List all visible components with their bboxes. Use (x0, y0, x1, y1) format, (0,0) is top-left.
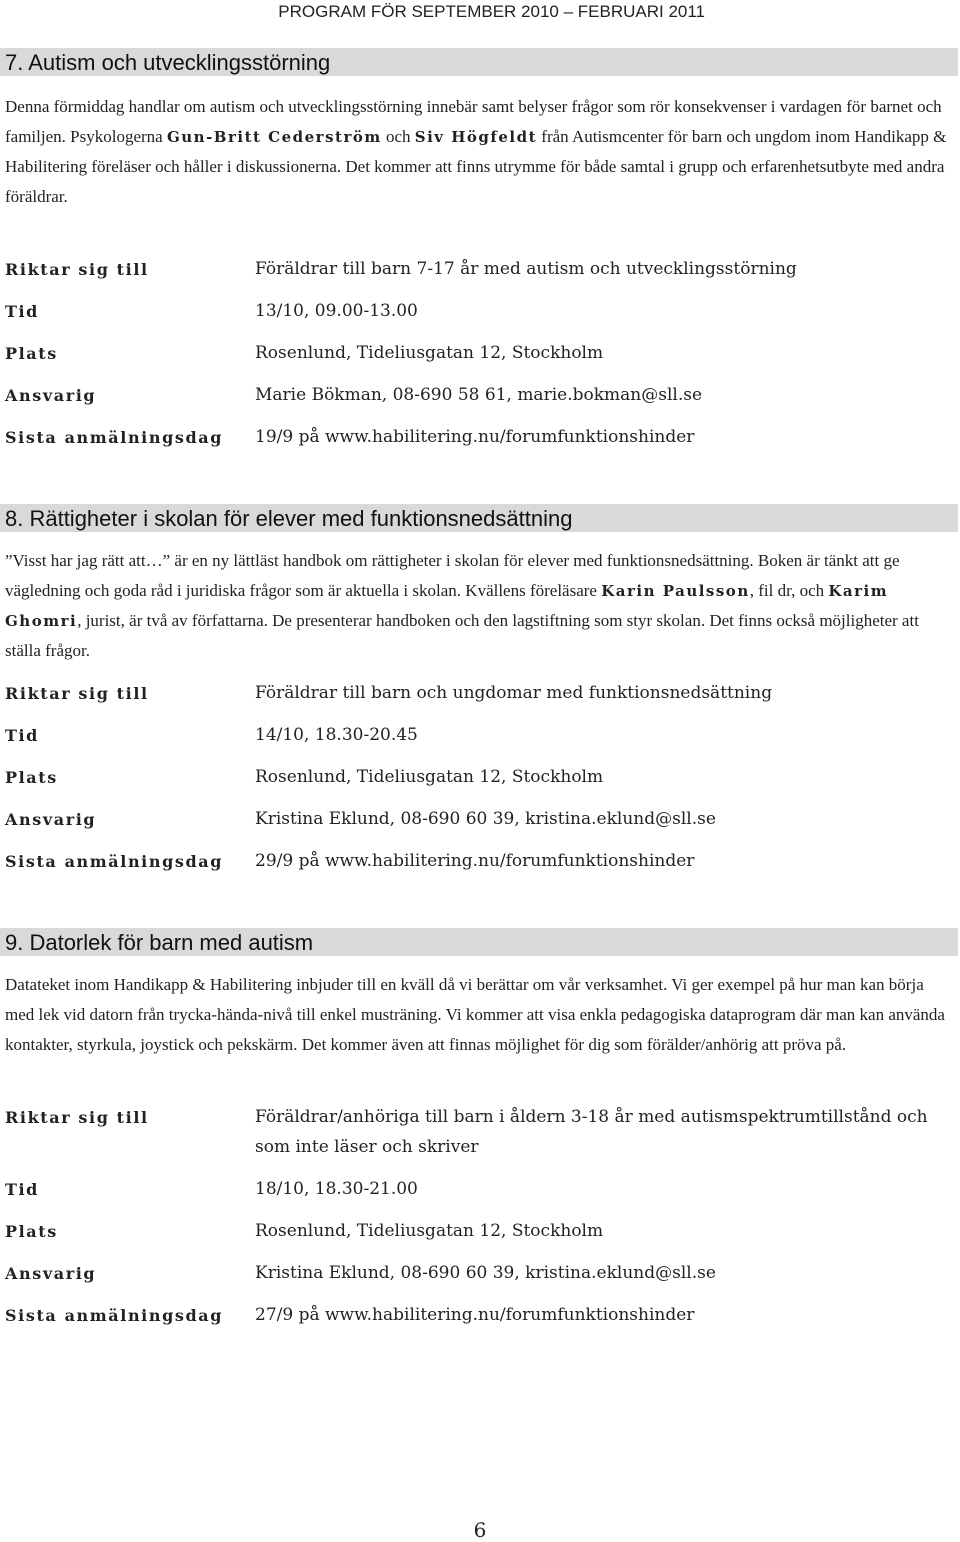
person-name: Siv Högfeldt (414, 128, 538, 146)
info-label: Plats (5, 344, 58, 363)
info-row (0, 810, 960, 840)
info-label: Ansvarig (5, 386, 97, 405)
info-value: 19/9 på www.habilitering.nu/forumfunktionshinder (255, 427, 695, 447)
info-value: Föräldrar till barn och ungdomar med funktionsnedsättning (255, 683, 773, 703)
info-label: Plats (5, 768, 58, 787)
info-label: Tid (5, 302, 39, 321)
body-text: från Autismcenter för barn och ungdom inom Handikapp & Habilitering föreläser och håller i diskussionerna. Det kommer att finns utrymme för både samtal i grupp och erfarenhetsutbyte med andra föräldrar. (5, 127, 947, 206)
info-label: Riktar sig till (5, 684, 149, 703)
page-number: 6 (473, 1518, 487, 1542)
info-row (0, 726, 960, 756)
info-value: 13/10, 09.00-13.00 (255, 301, 418, 321)
info-value: Kristina Eklund, 08-690 60 39, kristina.eklund@sll.se (255, 809, 716, 829)
section-heading-bar (0, 928, 958, 956)
section-body (5, 92, 950, 212)
body-text: , fil dr, och (749, 581, 829, 600)
body-text: , jurist, är två av författarna. De presenterar handboken och den lagstiftning som styr skolan. Det finns också möjligheter att ställa frågor. (5, 611, 919, 660)
info-value: Rosenlund, Tideliusgatan 12, Stockholm (255, 767, 604, 787)
info-value: 18/10, 18.30-21.00 (255, 1179, 418, 1199)
body-text: ”Visst har jag rätt att…” är en ny lättläst handbok om rättigheter i skolan för elever med funktionsnedsättning. Boken är tänkt att ge vägledning och goda råd i juridiska frågor som är aktuella i skolan. Kvällens föreläsare (5, 551, 900, 600)
info-row (0, 260, 960, 290)
info-value: Föräldrar/anhöriga till barn i åldern 3-18 år med autismspektrumtillstånd och som inte läser och skriver (255, 1107, 928, 1157)
info-row (0, 768, 960, 798)
info-row (0, 1222, 960, 1252)
section-heading: 7. Autism och utvecklingsstörning (5, 50, 331, 75)
info-label: Tid (5, 726, 39, 745)
info-label: Riktar sig till (5, 260, 149, 279)
person-name: Karim Ghomri (5, 582, 889, 630)
info-row (0, 852, 960, 882)
info-value: 29/9 på www.habilitering.nu/forumfunktionshinder (255, 851, 695, 871)
section-heading-bar (0, 48, 958, 76)
info-label: Ansvarig (5, 810, 97, 829)
info-value: Rosenlund, Tideliusgatan 12, Stockholm (255, 343, 604, 363)
info-label: Sista anmälningsdag (5, 1306, 224, 1325)
info-label: Sista anmälningsdag (5, 852, 224, 871)
info-row (0, 684, 960, 714)
running-head: PROGRAM FÖR SEPTEMBER 2010 – FEBRUARI 2011 (278, 2, 705, 21)
body-text: Datateket inom Handikapp & Habilitering inbjuder till en kväll då vi berättar om vår verksamhet. Vi ger exempel på hur man kan börja med lek vid datorn från trycka-hända-nivå till enkel musträning. Vi kommer att visa enkla pedagogiska dataprogram där man kan använda kontakter, styrkula, joystick och pekskärm. Det kommer även att finnas möjlighet för dig som förälder/anhörig att pröva på. (5, 975, 945, 1054)
info-row (0, 386, 960, 416)
info-value: Föräldrar till barn 7-17 år med autism och utvecklingsstörning (255, 259, 797, 279)
info-row (0, 1306, 960, 1336)
body-text: Denna förmiddag handlar om autism och utvecklingsstörning innebär samt belyser frågor som rör konsekvenser i vardagen för barnet och familjen. Psykologerna (5, 97, 942, 146)
info-row (0, 344, 960, 374)
info-row (0, 1264, 960, 1294)
info-value: Kristina Eklund, 08-690 60 39, kristina.eklund@sll.se (255, 1263, 716, 1283)
info-row (0, 428, 960, 458)
info-label: Ansvarig (5, 1264, 97, 1283)
section-heading: 9. Datorlek för barn med autism (5, 930, 314, 955)
info-row (0, 1180, 960, 1210)
info-row (0, 302, 960, 332)
info-label: Plats (5, 1222, 58, 1241)
info-value: Rosenlund, Tideliusgatan 12, Stockholm (255, 1221, 604, 1241)
info-row (0, 1107, 960, 1157)
info-label: Sista anmälningsdag (5, 428, 224, 447)
body-text: och (381, 127, 415, 146)
section-body (5, 546, 950, 666)
info-value: Marie Bökman, 08-690 58 61, marie.bokman@sll.se (255, 385, 703, 405)
info-label: Riktar sig till (5, 1108, 149, 1127)
info-value: 14/10, 18.30-20.45 (255, 725, 418, 745)
section-heading: 8. Rättigheter i skolan för elever med funktionsnedsättning (5, 506, 573, 531)
person-name: Karin Paulsson (601, 582, 750, 600)
info-label: Tid (5, 1180, 39, 1199)
person-name: Gun-Britt Cederström (166, 128, 382, 146)
info-value: 27/9 på www.habilitering.nu/forumfunktionshinder (255, 1305, 695, 1325)
section-body (5, 970, 950, 1060)
section-heading-bar (0, 504, 958, 532)
